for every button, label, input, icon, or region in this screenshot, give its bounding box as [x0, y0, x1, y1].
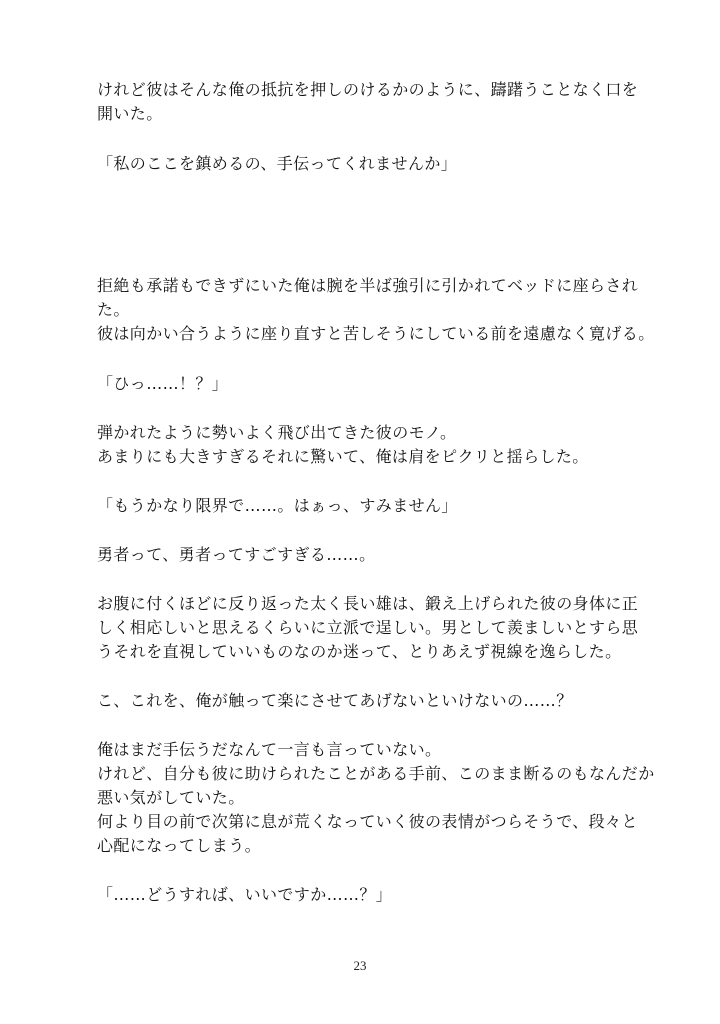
- text-line: 何より目の前で次第に息が荒くなっていく彼の表情がつらそうで、段々と: [97, 812, 638, 831]
- dialogue-line: 「ひっ……！？」: [97, 374, 229, 393]
- text-line: お腹に付くほどに反り返った太く長い雄は、鍛え上げられた彼の身体に正: [97, 594, 639, 613]
- text-line: うそれを直視していいものなのか迷って、とりあえず視線を逸らした。: [97, 642, 622, 661]
- dialogue-line: 「……どうすれば、いいですか……？」: [97, 885, 393, 904]
- text-line: しく相応しいと思えるくらいに立派で逞しい。男として羨ましいとすら思: [97, 618, 639, 637]
- text-line: 開いた。: [97, 104, 163, 123]
- text-line: 悪い気がしていた。: [97, 788, 245, 807]
- text-line: 俺はまだ手伝うだなんて一言も言っていない。: [97, 740, 442, 759]
- dialogue-line: 「もうかなり限界で……。はぁっ、すみません」: [97, 496, 458, 515]
- text-line: あまりにも大きすぎるそれに驚いて、俺は肩をピクリと揺らした。: [97, 447, 589, 466]
- page-number: 23: [353, 958, 367, 973]
- text-line: 弾かれたように勢いよく飛び出てきた彼のモノ。: [97, 423, 457, 442]
- text-line: こ、これを、俺が触って楽にさせてあげないといけないの……？: [97, 691, 573, 710]
- text-line: けれど彼はそんな俺の抵抗を押しのけるかのように、躊躇うことなく口を: [97, 80, 639, 99]
- text-line: た。: [97, 300, 130, 319]
- text-line: 彼は向かい合うように座り直すと苦しそうにしている前を遠慮なく寛げる。: [97, 324, 655, 343]
- text-line: 拒絶も承諾もできずにいた俺は腕を半ば強引に引かれてベッドに座らされ: [97, 276, 639, 295]
- dialogue-line: 「私のここを鎮めるの、手伝ってくれませんか」: [97, 154, 458, 173]
- text-line: 勇者って、勇者ってすごすぎる……。: [97, 545, 376, 564]
- text-line: 心配になってしまう。: [97, 836, 262, 855]
- text-line: けれど、自分も彼に助けられたことがある手前、このまま断るのもなんだか: [97, 764, 655, 783]
